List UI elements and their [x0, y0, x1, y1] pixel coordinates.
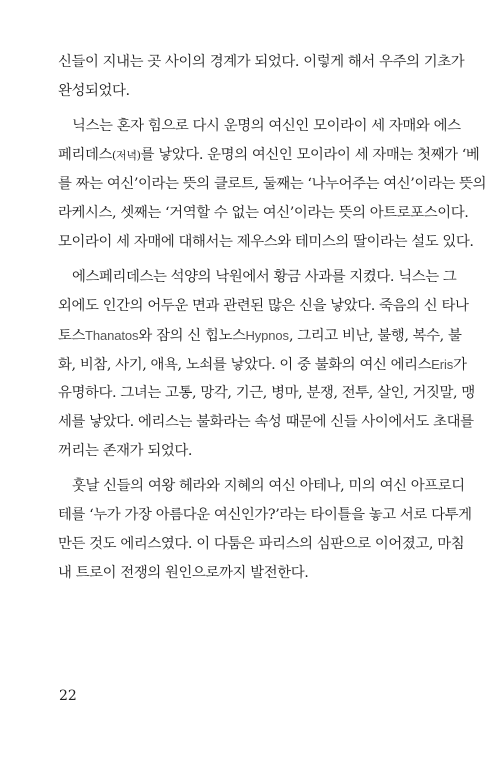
text-line: [58, 408, 474, 437]
page-number: 22: [59, 688, 77, 704]
text-line: [58, 199, 469, 228]
text-line: [58, 559, 444, 588]
text-segment: 를 낳았다. 운명의 여신인 모이라이 세 자매는 첫째가 ‘베: [140, 147, 480, 163]
text-segment: 를 짜는 여신’이라는 뜻의 클로트, 둘째는 ‘나누어주는 여신’이라는 뜻의: [58, 176, 487, 192]
text-line: [58, 472, 465, 501]
latin-name: Thanatos: [85, 328, 139, 343]
text-segment: 토스: [58, 328, 86, 344]
body-text: [58, 48, 487, 588]
text-segment: 라케시스, 셋째는 ‘거역할 수 없는 여신’이라는 뜻의 아트로포스이다.: [58, 205, 469, 221]
annotation: (저녁): [112, 149, 141, 162]
text-segment: 와 잠의 신 힙노스: [138, 328, 246, 344]
text-segment: 페리데스: [58, 147, 113, 163]
text-segment: 외에도 인간의 어두운 면과 관련된 많은 신을 낳았다. 죽음의 신 타나: [58, 298, 469, 314]
text-segment: 유명하다. 그녀는 고통, 망각, 기근, 병마, 분쟁, 전투, 살인, 거짓말, 맹: [58, 385, 475, 401]
text-line: [58, 77, 444, 106]
paragraph: [58, 48, 465, 106]
text-line: [58, 437, 444, 466]
text-line: [58, 141, 480, 170]
text-segment: 에스페리데스는 석양의 낙원에서 황금 사과를 지켰다. 닉스는 그: [72, 269, 457, 285]
text-segment: 완성되었다.: [58, 83, 130, 99]
paragraph: [58, 112, 487, 257]
text-line: [58, 292, 469, 321]
text-segment: 만든 것도 에리스였다. 이 다툼은 파리스의 심판으로 이어졌고, 마침: [58, 536, 465, 552]
paragraph: [58, 472, 472, 588]
text-line: [58, 530, 465, 559]
text-segment: 내 트로이 전쟁의 원인으로까지 발전한다.: [58, 565, 309, 581]
text-segment: , 그리고 비난, 불행, 복수, 불: [288, 328, 462, 344]
text-line: [58, 350, 467, 379]
text-segment: 꺼리는 존재가 되었다.: [58, 443, 193, 459]
paragraph: [58, 263, 475, 466]
text-segment: 신들이 지내는 곳 사이의 경계가 되었다. 이렇게 해서 우주의 기초가: [58, 54, 465, 70]
text-segment: 닉스는 혼자 힘으로 다시 운명의 여신인 모이라이 세 자매와 에스: [72, 118, 461, 134]
text-segment: 테를 ‘누가 가장 아름다운 여신인가?’라는 타이틀을 놓고 서로 다투게: [58, 507, 472, 523]
text-line: [58, 112, 461, 141]
latin-name: Hypnos: [245, 328, 289, 343]
text-line: [58, 263, 457, 292]
text-segment: 가: [453, 357, 467, 373]
text-line: [58, 228, 474, 257]
text-line: [58, 170, 487, 199]
text-line: [58, 321, 462, 350]
text-segment: 모이라이 세 자매에 대해서는 제우스와 테미스의 딸이라는 설도 있다.: [58, 234, 474, 250]
text-line: [58, 379, 475, 408]
text-segment: 세를 낳았다. 에리스는 불화라는 속성 때문에 신들 사이에서도 초대를: [58, 414, 474, 430]
text-segment: 훗날 신들의 여왕 헤라와 지혜의 여신 아테나, 미의 여신 아프로디: [72, 478, 465, 494]
text-line: [58, 48, 465, 77]
text-line: [58, 501, 472, 530]
text-segment: 화, 비참, 사기, 애욕, 노쇠를 낳았다. 이 중 불화의 여신 에리스: [58, 357, 432, 373]
latin-name: Eris: [431, 357, 454, 372]
